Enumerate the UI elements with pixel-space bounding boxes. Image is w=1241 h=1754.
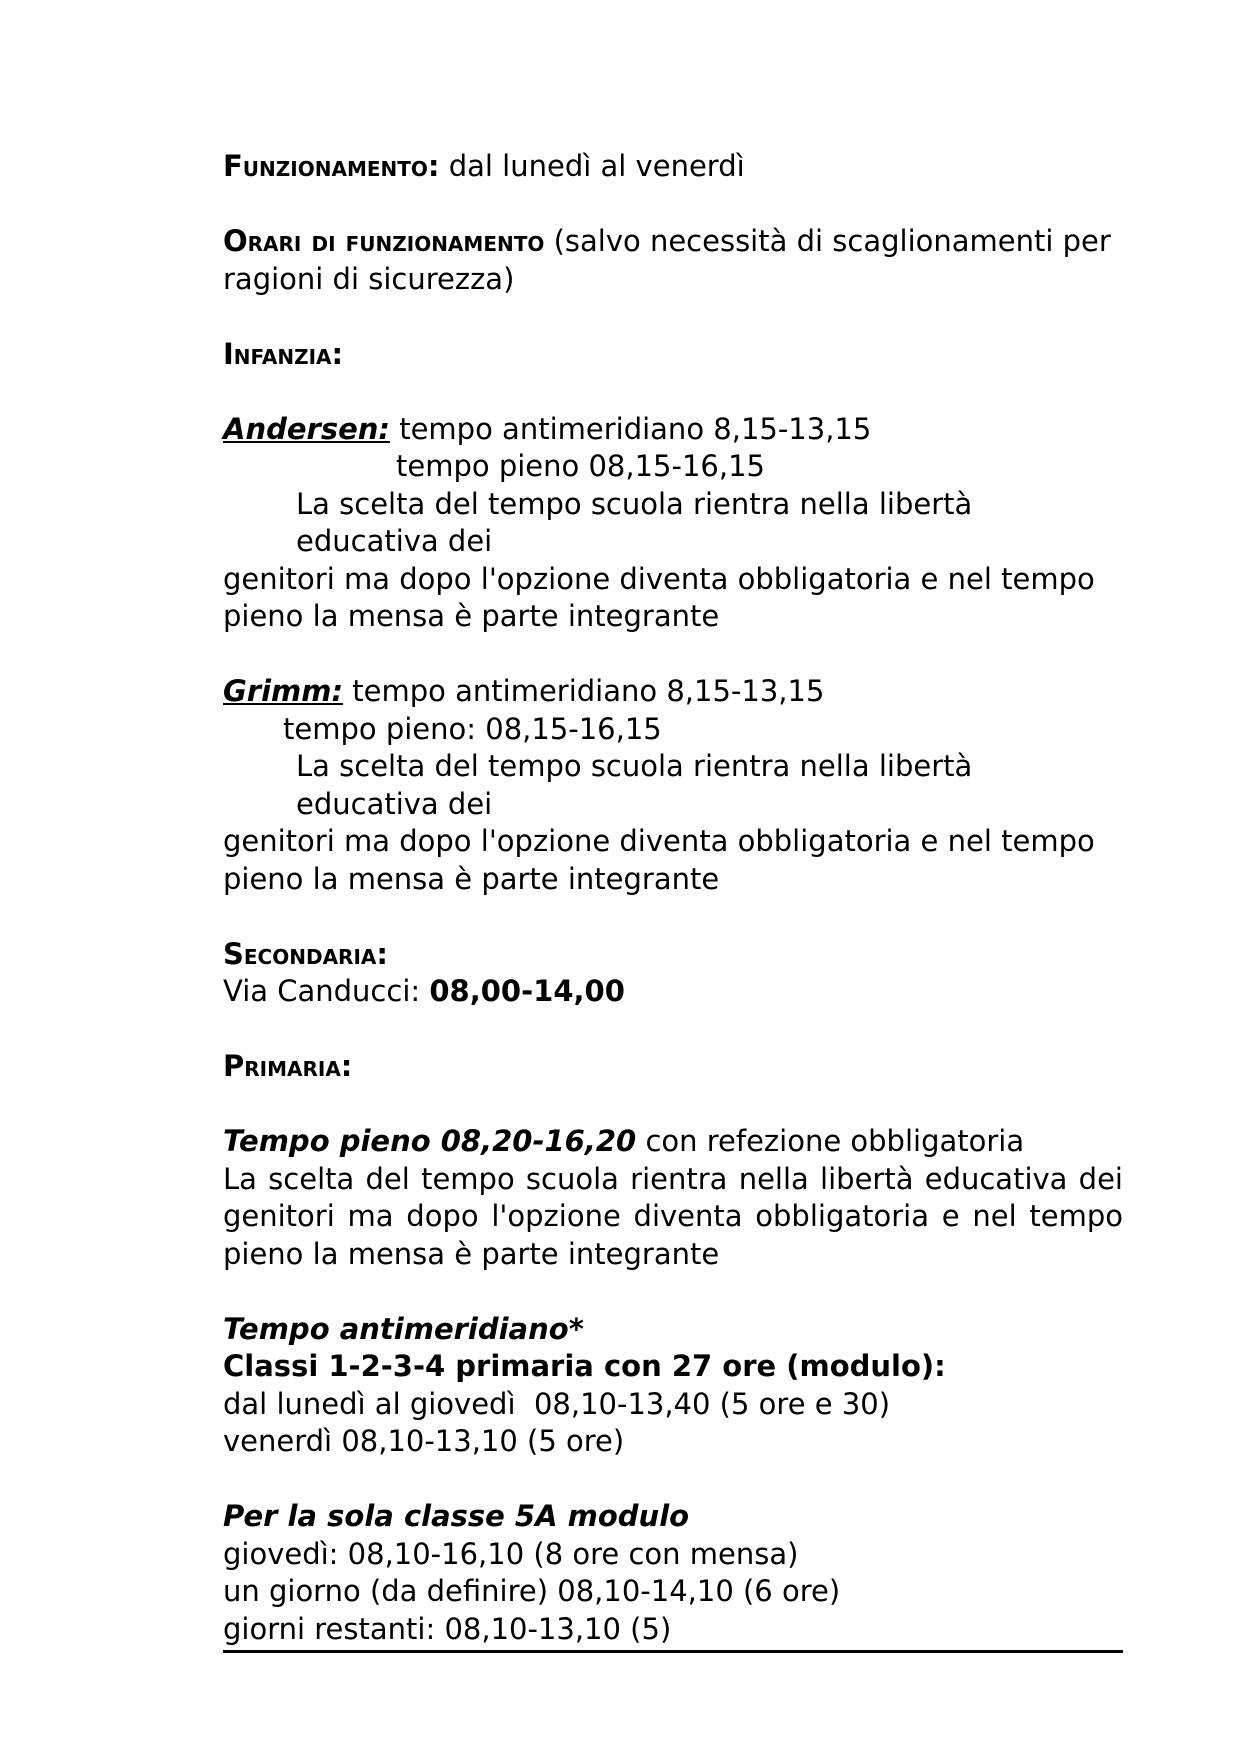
- classi-line: Classi 1-2-3-4 primaria con 27 ore (modulo):: [223, 1349, 946, 1383]
- grimm-note-rest: genitori ma dopo l'opzione diventa obbligatoria e nel tempo: [223, 824, 1095, 858]
- grimm-name: Grimm:: [223, 674, 344, 708]
- grimm-line1: [223, 673, 1123, 711]
- antimeridiano-line2: venerdì 08,10-13,10 (5 ore): [223, 1424, 625, 1458]
- funzionamento-label: Funzionamento:: [223, 149, 440, 183]
- secondaria-line: [223, 973, 1123, 1011]
- andersen-note-first: La scelta del tempo scuola rientra nella libertà educativa dei: [296, 486, 973, 558]
- grimm-line2: tempo pieno: 08,15-16,15: [283, 711, 662, 746]
- secondaria-hours: 08,00-14,00: [429, 974, 625, 1008]
- classe-5a-line2: un giorno (da definire) 08,10-14,10 (6 ore): [223, 1574, 841, 1608]
- andersen-note-rest: genitori ma dopo l'opzione diventa obbligatoria e nel tempo: [223, 561, 1095, 596]
- andersen-line1: [223, 411, 1123, 449]
- primaria-heading: Primaria:: [223, 1049, 353, 1083]
- orari-text: (salvo necessità di scaglionamenti per ragioni di sicurezza): [223, 224, 1111, 296]
- grimm-note-first: La scelta del tempo scuola rientra nella libertà educativa dei: [296, 749, 973, 821]
- secondaria-site: Via Canducci:: [223, 974, 430, 1008]
- classe-5a-title: Per la sola classe 5A modulo: [223, 1499, 690, 1533]
- andersen-antimeridiano: tempo antimeridiano 8,15-13,15: [390, 411, 872, 446]
- andersen-note-last: pieno la mensa è parte integrante: [223, 599, 720, 633]
- tempo-pieno-note: La scelta del tempo scuola rientra nella libertà educativa dei genitori ma dopo l'opzione diventa obbligatoria e nel tempo pieno la mensa è parte integrante: [223, 1161, 1123, 1271]
- grimm-antimeridiano: tempo antimeridiano 8,15-13,15: [343, 674, 825, 708]
- funzionamento-line: [223, 148, 1123, 186]
- secondaria-heading: Secondaria:: [223, 936, 388, 971]
- antimeridiano-line1: dal lunedì al giovedì 08,10-13,40 (5 ore e 30): [223, 1386, 891, 1421]
- classe-5a-line3: giorni restanti: 08,10-13,10 (5): [223, 1611, 1123, 1654]
- tempo-antimeridiano-title: Tempo antimeridiano*: [223, 1311, 584, 1346]
- infanzia-heading: Infanzia:: [223, 336, 344, 371]
- tempo-pieno-line: [223, 1123, 1123, 1161]
- funzionamento-text: dal lunedì al venerdì: [439, 149, 745, 183]
- tempo-pieno-title: Tempo pieno 08,20-16,20: [223, 1124, 637, 1158]
- orari-paragraph: [223, 223, 1123, 298]
- classe-5a-line1: giovedì: 08,10-16,10 (8 ore con mensa): [223, 1536, 799, 1571]
- orari-label: Orari di funzionamento: [223, 224, 545, 258]
- andersen-line2: tempo pieno 08,15-16,15: [396, 449, 765, 483]
- document-page: [223, 148, 1123, 1653]
- tempo-pieno-suffix: con refezione obbligatoria: [636, 1124, 1025, 1158]
- grimm-note-last: pieno la mensa è parte integrante: [223, 861, 720, 896]
- andersen-name: Andersen:: [223, 411, 390, 446]
